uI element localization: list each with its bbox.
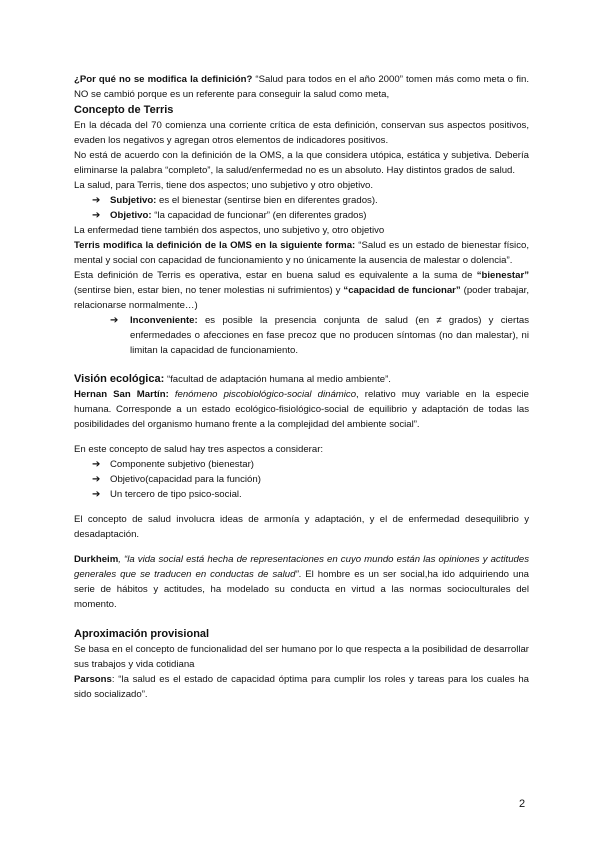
arrow-icon: ➔ <box>92 474 101 485</box>
aprox-para-1: Se basa en el concepto de funcionalidad del ser humano por lo que respecta a la posibilidad de desarrollar sus trabajos y vida cotidiana <box>74 644 529 670</box>
heading-aproximacion: Aproximación provisional <box>74 628 210 640</box>
list-item: ➔ Un tercero de tipo psico-social. <box>92 489 242 500</box>
intro-question: ¿Por qué no se modifica la definición? <box>74 74 253 85</box>
list-item: ➔ Objetivo(capacidad para la función) <box>92 474 261 485</box>
eco-durkheim: Durkheim, “la vida social está hecha de representaciones en cuyo mundo están las opiniones y actitudes generales que se traducen en conductas de salud”. El hombre es un ser social,ha ido adquiriendo una serie de hábitos y actitudes, ha modelado su conducta en virtud a las normas socioculturales del momento. <box>74 554 529 610</box>
eco-hsm: Hernan San Martín: fenómeno piscobiológico-social dinámico, relativo muy variable en la especie humana. Corresponde a un estado ecológico-fisiológico-social de equilibrio y adaptación de todas las posibilidades del organismo humano frente a la complejidad del ambiente social”. <box>74 389 529 430</box>
aprox-parsons: Parsons: “la salud es el estado de capacidad óptima para cumplir los roles y tareas para los cuales ha sido socializado”. <box>74 674 529 700</box>
terris-operative: Esta definición de Terris es operativa, estar en buena salud es equivalente a la suma de “bienestar” (sentirse bien, estar bien, no tener molestias ni sufrimientos) y “capacidad de funcionar” (poder trabajar, relacionarse normalmente…) <box>74 270 529 311</box>
terris-para-4: La enfermedad tiene también dos aspectos, uno subjetivo y, otro objetivo <box>74 225 385 236</box>
arrow-icon: ➔ <box>92 459 101 470</box>
list-item: ➔ Subjetivo: es el bienestar (sentirse bien en diferentes grados). <box>92 195 378 206</box>
arrow-icon: ➔ <box>110 315 119 326</box>
heading-terris: Concepto de Terris <box>74 104 174 116</box>
terris-modification: Terris modifica la definición de la OMS en la siguiente forma: “Salud es un estado de bienestar físico, mental y social con capacidad de funcionamiento y no únicamente la ausencia de malestar o dolencia”. <box>74 240 529 266</box>
terris-para-2: No está de acuerdo con la definición de la OMS, a la que considera utópica, estática y subjetiva. Debería eliminarse la palabra “completo”, la salud/enfermedad no es un absoluto. Hay distintos grados de salud. <box>74 150 529 176</box>
terris-inconvenient-list <box>74 313 529 358</box>
document-body <box>74 72 529 702</box>
terris-aspects-list <box>74 193 529 223</box>
terris-para-1: En la década del 70 comienza una corriente crítica de esta definición, conservan sus aspectos positivos, evaden los negativos y agregan otros elementos de indicadores positivos. <box>74 120 529 146</box>
page-number: 2 <box>519 798 526 810</box>
eco-aspects-list <box>74 457 529 502</box>
eco-heading: Visión ecológica: “facultad de adaptación humana al medio ambiente”. <box>74 373 391 385</box>
eco-aspects-intro: En este concepto de salud hay tres aspectos a considerar: <box>74 444 324 455</box>
arrow-icon: ➔ <box>92 195 101 206</box>
eco-involves: El concepto de salud involucra ideas de armonía y adaptación, y el de enfermedad desequilibrio y desadaptación. <box>74 514 529 540</box>
list-item: ➔ Objetivo: “la capacidad de funcionar” (en diferentes grados) <box>92 210 367 221</box>
list-item: ➔ Componente subjetivo (bienestar) <box>92 459 254 470</box>
arrow-icon: ➔ <box>92 210 101 221</box>
terris-para-3: La salud, para Terris, tiene dos aspectos; uno subjetivo y otro objetivo. <box>74 180 374 191</box>
list-item: ➔ Inconveniente: es posible la presencia conjunta de salud (en ≠ grados) y ciertas enfermedades o afecciones en fase precoz que no producen síntomas (no dan malestar), ni limitan la capacidad de funcionamiento. <box>110 315 529 356</box>
arrow-icon: ➔ <box>92 489 101 500</box>
intro-paragraph: ¿Por qué no se modifica la definición? “Salud para todos en el año 2000” tomen más como meta o fin. NO se cambió porque es un referente para conseguir la salud como meta, <box>74 74 530 100</box>
